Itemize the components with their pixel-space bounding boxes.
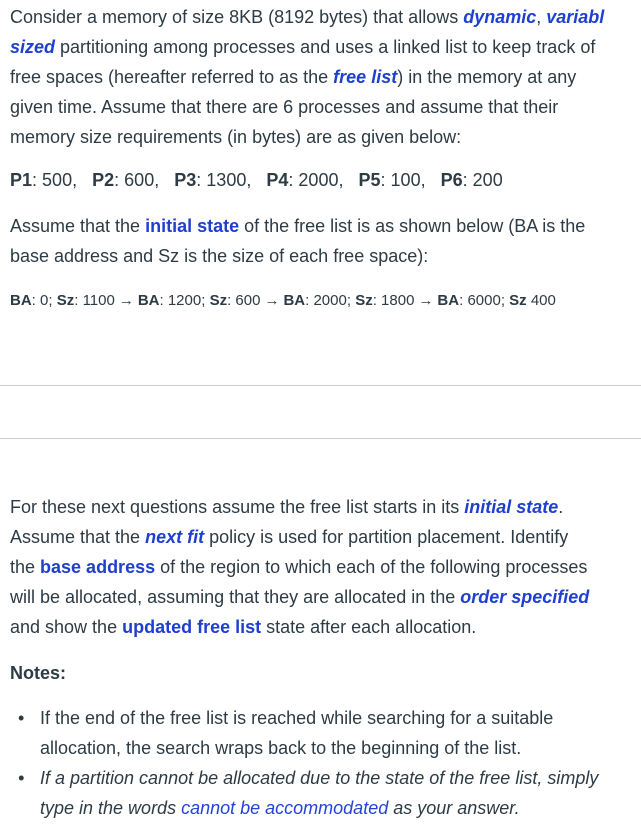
intro-line-5: memory size requirements (in bytes) are as given below: (10, 127, 462, 147)
emphasis-cannot-be-accommodated: cannot be accommodated (181, 798, 389, 818)
sz-label: Sz (355, 292, 373, 309)
process-size: 200 (472, 170, 503, 190)
process-name: P6 (440, 170, 463, 190)
question-line-4 (10, 582, 641, 612)
ba-label: BA (437, 292, 460, 309)
note-item (0, 763, 641, 823)
arrow-icon: → (264, 292, 280, 309)
intro-paragraph (10, 2, 641, 152)
free-block: BA: 6000; Sz 400 (437, 292, 556, 309)
question-line-5 (10, 612, 641, 642)
process-name: P2 (92, 170, 115, 190)
process-name: P5 (358, 170, 381, 190)
question-text: state after each allocation. (261, 617, 477, 637)
initial-line-1 (10, 211, 641, 241)
initial-state-paragraph (10, 211, 641, 271)
ba-label: BA (283, 292, 306, 309)
ba-value: 1200 (167, 292, 202, 309)
initial-line-2: base address and Sz is the size of each free space): (10, 246, 429, 266)
process-size: 2000 (298, 170, 339, 190)
question-text: the (10, 557, 41, 577)
intro-text: free spaces (hereafter referred to as the (10, 67, 334, 87)
process-item: P5: 100, (358, 170, 426, 190)
question-text: of the region to which each of the following processes (155, 557, 588, 577)
question-text: will be allocated, assuming that they are allocated in the (10, 587, 461, 607)
emphasis-initial-state: initial state (464, 497, 559, 517)
notes-list (0, 703, 641, 823)
ba-value: 2000 (313, 292, 347, 309)
bullet-icon: • (18, 768, 25, 788)
intro-line-3 (10, 62, 641, 92)
ba-label: BA (137, 292, 160, 309)
process-item: P2: 600, (92, 170, 160, 190)
question-text: policy is used for partition placement. Identify (204, 527, 569, 547)
sz-value: 400 (530, 292, 556, 309)
process-item: P1: 500, (10, 170, 78, 190)
sz-label: Sz (56, 292, 75, 309)
sz-value: 600 (235, 292, 261, 309)
note-text-part: type in the words (40, 798, 182, 818)
free-block: BA: 1200; Sz: 600 (137, 292, 261, 309)
emphasis-free-list: free list (333, 67, 398, 87)
process-name: P1 (10, 170, 33, 190)
emphasis-initial-state: initial state (145, 216, 240, 236)
process-name: P3 (174, 170, 197, 190)
process-size: 500 (42, 170, 73, 190)
divider (0, 438, 641, 439)
note-text-part: as your answer. (388, 798, 520, 818)
note-item (0, 703, 641, 763)
sz-label: Sz (509, 292, 527, 309)
free-block: BA: 0; Sz: 1100 (10, 292, 115, 309)
question-text: Assume that the (10, 527, 146, 547)
process-item: P4: 2000, (266, 170, 344, 190)
question-text: and show the (10, 617, 123, 637)
note-text (40, 793, 641, 823)
sz-label: Sz (209, 292, 228, 309)
process-item: P6: 200 (440, 170, 503, 190)
intro-line-2 (10, 32, 641, 62)
free-block: BA: 2000; Sz: 1800 (283, 292, 415, 309)
process-sizes (10, 168, 513, 192)
ba-label: BA (10, 292, 32, 309)
emphasis-dynamic: dynamic (463, 7, 537, 27)
question-text: . (558, 497, 564, 517)
intro-text: , (536, 7, 547, 27)
question-text: For these next questions assume the free list starts in its (10, 497, 465, 517)
note-text: If a partition cannot be allocated due to the state of the free list, simply (40, 768, 599, 788)
question-line-1 (10, 492, 641, 522)
emphasis-updated-free-list: updated free list (122, 617, 262, 637)
ba-value: 0 (40, 292, 49, 309)
question-paragraph (10, 492, 641, 642)
emphasis-sized: sized (10, 37, 56, 57)
initial-text: Assume that the (10, 216, 146, 236)
question-line-3 (10, 552, 641, 582)
notes-heading: Notes: (10, 663, 67, 683)
process-size: 600 (124, 170, 155, 190)
emphasis-variable: variabl (546, 7, 605, 27)
intro-text: Consider a memory of size 8KB (8192 bytes) that allows (10, 7, 464, 27)
note-text: If the end of the free list is reached while searching for a suitable (40, 708, 554, 728)
ba-value: 6000 (467, 292, 501, 309)
intro-text: ) in the memory at any (397, 67, 577, 87)
emphasis-order-specified: order specified (460, 587, 590, 607)
question-line-2 (10, 522, 641, 552)
arrow-icon: → (118, 292, 134, 309)
intro-line-4: given time. Assume that there are 6 processes and assume that their (10, 97, 559, 117)
initial-text: of the free list is as shown below (BA is the (239, 216, 586, 236)
process-name: P4 (266, 170, 289, 190)
divider (0, 385, 641, 386)
intro-line-1 (10, 2, 641, 32)
sz-value: 1800 (381, 292, 415, 309)
process-size: 1300 (206, 170, 247, 190)
process-item: P3: 1300, (174, 170, 252, 190)
emphasis-next-fit: next fit (145, 527, 205, 547)
bullet-icon: • (18, 708, 25, 728)
sz-value: 1100 (82, 292, 115, 309)
arrow-icon: → (418, 292, 434, 309)
note-text: allocation, the search wraps back to the beginning of the list. (40, 738, 522, 758)
initial-free-list (10, 290, 556, 312)
intro-text: partitioning among processes and uses a linked list to keep track of (55, 37, 596, 57)
process-size: 100 (390, 170, 421, 190)
emphasis-base-address: base address (40, 557, 156, 577)
